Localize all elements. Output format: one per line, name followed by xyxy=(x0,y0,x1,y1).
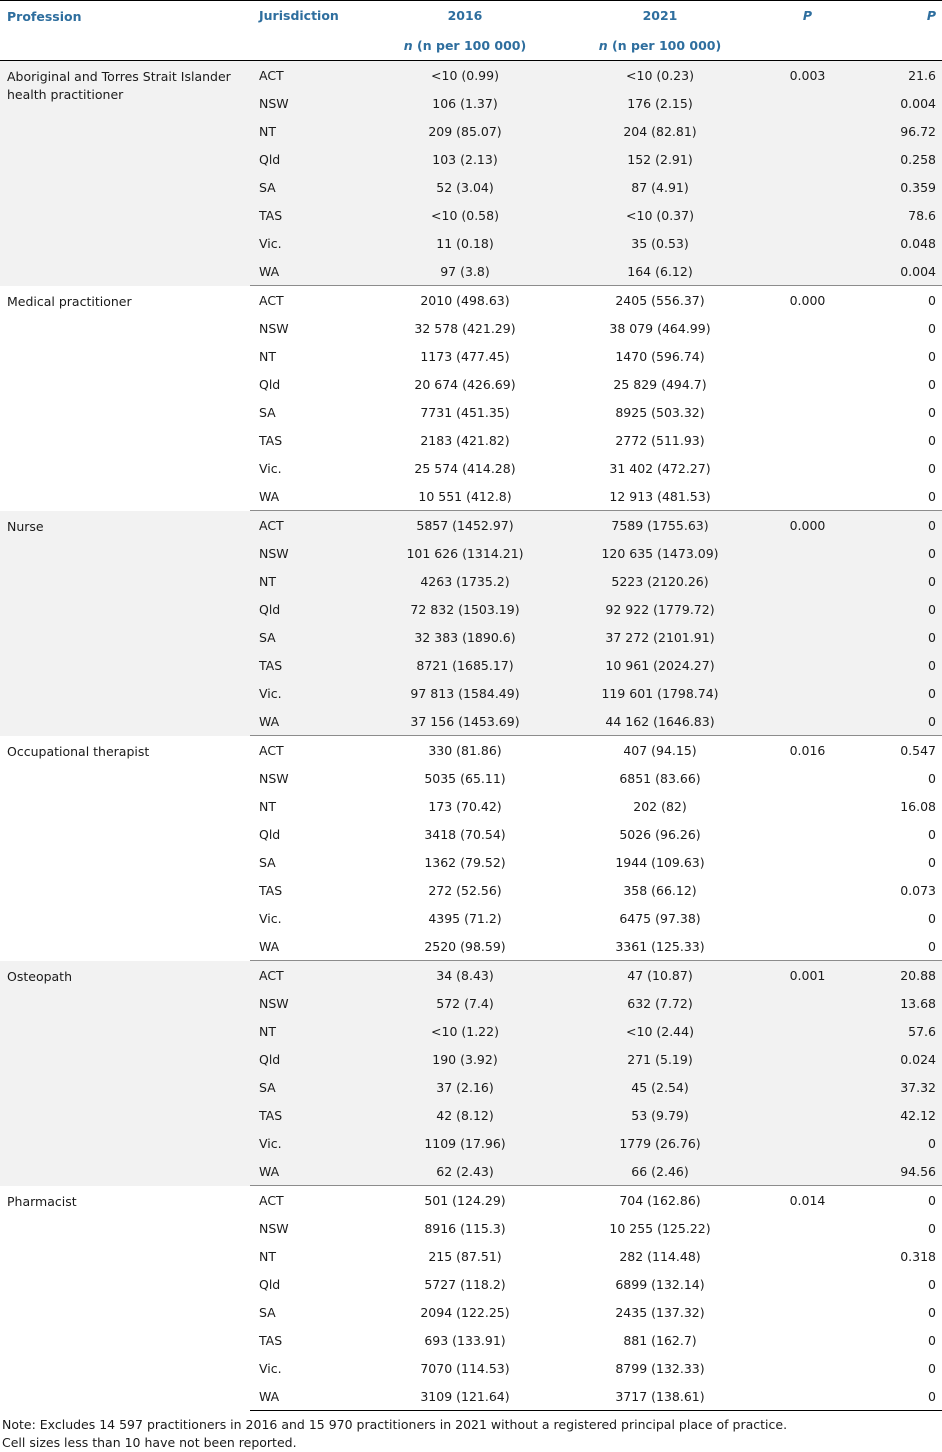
p-jurisdiction-cell: 0 xyxy=(855,539,942,567)
count-2021-cell: 35 (0.53) xyxy=(560,229,760,257)
p-jurisdiction-cell: 96.72 xyxy=(855,117,942,145)
p-jurisdiction-cell: 0 xyxy=(855,482,942,511)
p-overall-cell xyxy=(760,1045,855,1073)
header-2021: 2021 xyxy=(560,1,760,37)
jurisdiction-cell: WA xyxy=(250,932,370,961)
jurisdiction-cell: SA xyxy=(250,173,370,201)
p-overall-cell xyxy=(760,257,855,286)
p-overall-cell xyxy=(760,904,855,932)
count-2021-cell: 25 829 (494.7) xyxy=(613,376,707,392)
jurisdiction-cell: TAS xyxy=(250,651,370,679)
count-2021-cell: 632 (7.72) xyxy=(560,989,760,1017)
p-overall-cell xyxy=(760,932,855,961)
table-row xyxy=(0,736,942,765)
count-2016-cell: 103 (2.13) xyxy=(370,145,560,173)
p-overall-cell xyxy=(760,89,855,117)
profession-group xyxy=(0,1186,942,1411)
p-jurisdiction-cell: 0 xyxy=(855,1129,942,1157)
count-2016-cell: 8721 (1685.17) xyxy=(370,651,560,679)
profession-group xyxy=(0,961,942,1186)
jurisdiction-cell: Vic. xyxy=(250,229,370,257)
note-exclusions: Note: Excludes 14 597 practitioners in 2016 and 15 970 practitioners in 2021 without a registered principal place of practice. xyxy=(2,1417,788,1432)
count-2016-cell: 97 813 (1584.49) xyxy=(370,679,560,707)
p-jurisdiction-cell: 0 xyxy=(928,432,936,448)
p-jurisdiction-cell: 0 xyxy=(928,770,936,786)
count-2021-cell: 164 (6.12) xyxy=(560,257,760,286)
jurisdiction-cell: ACT xyxy=(259,742,284,758)
p-overall-cell: 0.016 xyxy=(789,742,826,758)
count-2021-cell: 44 162 (1646.83) xyxy=(560,707,760,736)
count-2021-cell: 92 922 (1779.72) xyxy=(560,595,760,623)
table-header xyxy=(0,1,942,61)
p-jurisdiction-cell: 0 xyxy=(928,460,936,476)
p-jurisdiction-cell: 0 xyxy=(928,1332,936,1348)
count-2021-cell: 704 (162.86) xyxy=(619,1192,701,1208)
p-overall-cell: 0.003 xyxy=(760,61,855,90)
p-jurisdiction-cell: 21.6 xyxy=(855,61,942,90)
subheader-2016: n (n per 100 000) xyxy=(370,36,560,61)
p-jurisdiction-cell: 0.004 xyxy=(855,257,942,286)
count-2016-cell: 34 (8.43) xyxy=(370,961,560,990)
jurisdiction-cell: SA xyxy=(250,623,370,651)
count-2021-cell: 3717 (138.61) xyxy=(560,1382,760,1411)
count-2021-cell: <10 (0.37) xyxy=(560,201,760,229)
p-jurisdiction-cell: 0.048 xyxy=(855,229,942,257)
count-2021-cell: 87 (4.91) xyxy=(560,173,760,201)
p-overall-cell xyxy=(760,145,855,173)
jurisdiction-cell: Vic. xyxy=(259,1360,282,1376)
p-overall-cell xyxy=(760,1270,855,1298)
count-2021-cell: 12 913 (481.53) xyxy=(560,482,760,511)
count-2021-cell: 45 (2.54) xyxy=(560,1073,760,1101)
count-2021-cell: 8799 (132.33) xyxy=(615,1360,705,1376)
p-overall-cell xyxy=(760,342,855,370)
count-2016-cell: 272 (52.56) xyxy=(428,882,502,898)
p-jurisdiction-cell: 0 xyxy=(855,651,942,679)
count-2016-cell: <10 (1.22) xyxy=(370,1017,560,1045)
profession-cell: Occupational therapist xyxy=(7,743,150,759)
count-2021-cell: 202 (82) xyxy=(633,798,687,814)
count-2016-cell: <10 (0.58) xyxy=(370,201,560,229)
p-jurisdiction-cell: 94.56 xyxy=(855,1157,942,1186)
jurisdiction-cell: NT xyxy=(250,117,370,145)
count-2016-cell: 52 (3.04) xyxy=(370,173,560,201)
count-2016-cell: 20 674 (426.69) xyxy=(414,376,516,392)
count-2016-cell: 37 156 (1453.69) xyxy=(370,707,560,736)
table-row xyxy=(0,511,942,540)
p-overall-cell xyxy=(760,229,855,257)
p-overall-cell xyxy=(760,1326,855,1354)
jurisdiction-cell: NSW xyxy=(259,320,289,336)
jurisdiction-cell: TAS xyxy=(259,1332,283,1348)
jurisdiction-cell: ACT xyxy=(259,292,284,308)
count-2016-cell: 693 (133.91) xyxy=(424,1332,506,1348)
count-2021-cell: 38 079 (464.99) xyxy=(609,320,711,336)
count-2016-cell: 4395 (71.2) xyxy=(428,910,502,926)
p-jurisdiction-cell: 0 xyxy=(928,292,936,308)
subheader-2021: n (n per 100 000) xyxy=(560,36,760,61)
jurisdiction-cell: Qld xyxy=(250,595,370,623)
profession-group xyxy=(0,736,942,961)
count-2016-cell: 572 (7.4) xyxy=(370,989,560,1017)
p-overall-cell xyxy=(760,398,855,426)
p-jurisdiction-cell: 0.359 xyxy=(855,173,942,201)
count-2021-cell: 2405 (556.37) xyxy=(615,292,705,308)
p-overall-cell xyxy=(760,1298,855,1326)
count-2016-cell: 106 (1.37) xyxy=(370,89,560,117)
jurisdiction-cell: NSW xyxy=(259,1220,289,1236)
p-jurisdiction-cell: 13.68 xyxy=(855,989,942,1017)
count-2021-cell: 271 (5.19) xyxy=(560,1045,760,1073)
count-2016-cell: 5857 (1452.97) xyxy=(370,511,560,540)
jurisdiction-cell: NT xyxy=(259,1248,276,1264)
count-2021-cell: 204 (82.81) xyxy=(560,117,760,145)
jurisdiction-cell: Vic. xyxy=(259,910,282,926)
p-jurisdiction-cell: 0 xyxy=(855,595,942,623)
count-2016-cell: 3418 (70.54) xyxy=(424,826,506,842)
p-overall-cell xyxy=(760,314,855,342)
p-jurisdiction-cell: 0 xyxy=(928,1276,936,1292)
count-2021-cell: 37 272 (2101.91) xyxy=(560,623,760,651)
count-2021-cell: 10 961 (2024.27) xyxy=(560,651,760,679)
jurisdiction-cell: TAS xyxy=(259,882,283,898)
p-jurisdiction-cell: 57.6 xyxy=(855,1017,942,1045)
count-2016-cell: 42 (8.12) xyxy=(370,1101,560,1129)
p-jurisdiction-cell: 0 xyxy=(855,679,942,707)
p-overall-cell xyxy=(760,173,855,201)
table-row xyxy=(0,286,942,315)
jurisdiction-cell: WA xyxy=(250,482,370,511)
p-overall-cell xyxy=(760,707,855,736)
p-jurisdiction-cell: 0.547 xyxy=(900,742,936,758)
p-overall-cell xyxy=(760,117,855,145)
jurisdiction-cell: Qld xyxy=(250,145,370,173)
p-jurisdiction-cell: 0.024 xyxy=(855,1045,942,1073)
count-2021-cell: 7589 (1755.63) xyxy=(560,511,760,540)
count-2016-cell: 5727 (118.2) xyxy=(424,1276,506,1292)
p-jurisdiction-cell: 0 xyxy=(855,1382,942,1411)
p-jurisdiction-cell: 0.004 xyxy=(855,89,942,117)
profession-group xyxy=(0,286,942,511)
p-jurisdiction-cell: 0 xyxy=(855,511,942,540)
p-overall-cell xyxy=(760,1214,855,1242)
count-2021-cell: <10 (2.44) xyxy=(560,1017,760,1045)
jurisdiction-cell: Qld xyxy=(259,376,281,392)
count-2016-cell: 215 (87.51) xyxy=(428,1248,502,1264)
count-2016-cell: 7070 (114.53) xyxy=(420,1360,510,1376)
p-overall-cell xyxy=(760,792,855,820)
header-2016: 2016 xyxy=(370,1,560,37)
p-jurisdiction-cell: 37.32 xyxy=(855,1073,942,1101)
count-2016-cell: 72 832 (1503.19) xyxy=(370,595,560,623)
profession-group xyxy=(0,61,942,286)
p-overall-cell xyxy=(760,1157,855,1186)
jurisdiction-cell: SA xyxy=(259,404,276,420)
count-2016-cell: 2010 (498.63) xyxy=(420,292,510,308)
count-2021-cell: 5026 (96.26) xyxy=(619,826,701,842)
jurisdiction-cell: Vic. xyxy=(259,460,282,476)
p-overall-cell: 0.000 xyxy=(789,292,826,308)
count-2016-cell: 1109 (17.96) xyxy=(370,1129,560,1157)
count-2021-cell: 881 (162.7) xyxy=(623,1332,697,1348)
p-jurisdiction-cell: 0 xyxy=(855,623,942,651)
count-2016-cell: 1173 (477.45) xyxy=(420,348,510,364)
count-2016-cell: 37 (2.16) xyxy=(370,1073,560,1101)
note-cell-sizes: Cell sizes less than 10 have not been reported. xyxy=(2,1435,297,1450)
p-jurisdiction-cell: 0 xyxy=(855,932,942,961)
p-jurisdiction-cell: 0 xyxy=(928,320,936,336)
count-2021-cell: 2435 (137.32) xyxy=(615,1304,705,1320)
count-2021-cell: 6475 (97.38) xyxy=(619,910,701,926)
count-2016-cell: 32 383 (1890.6) xyxy=(370,623,560,651)
count-2021-cell: 66 (2.46) xyxy=(560,1157,760,1186)
p-jurisdiction-cell: 0 xyxy=(928,404,936,420)
count-2016-cell: 2520 (98.59) xyxy=(370,932,560,961)
jurisdiction-cell: ACT xyxy=(259,1192,284,1208)
p-jurisdiction-cell: 0 xyxy=(928,1220,936,1236)
jurisdiction-cell: Qld xyxy=(250,1045,370,1073)
count-2021-cell: 1944 (109.63) xyxy=(615,854,705,870)
jurisdiction-cell: TAS xyxy=(250,1101,370,1129)
jurisdiction-cell: WA xyxy=(250,1382,370,1411)
count-2021-cell: 10 255 (125.22) xyxy=(609,1220,711,1236)
p-overall-cell xyxy=(760,482,855,511)
count-2016-cell: 25 574 (414.28) xyxy=(414,460,516,476)
count-2016-cell: 2094 (122.25) xyxy=(420,1304,510,1320)
count-2021-cell: 6899 (132.14) xyxy=(615,1276,705,1292)
jurisdiction-cell: Qld xyxy=(259,826,281,842)
header-p-overall: P xyxy=(760,1,855,37)
header-p-jurisdiction: P xyxy=(855,1,942,37)
count-2016-cell: 62 (2.43) xyxy=(370,1157,560,1186)
count-2021-cell: <10 (0.23) xyxy=(560,61,760,90)
header-jurisdiction: Jurisdiction xyxy=(250,1,370,37)
p-overall-cell xyxy=(760,989,855,1017)
count-2016-cell: 5035 (65.11) xyxy=(424,770,506,786)
count-2021-cell: 152 (2.91) xyxy=(560,145,760,173)
count-2016-cell: 101 626 (1314.21) xyxy=(370,539,560,567)
count-2021-cell: 8925 (503.32) xyxy=(615,404,705,420)
count-2016-cell: 330 (81.86) xyxy=(428,742,502,758)
jurisdiction-cell: NSW xyxy=(259,770,289,786)
profession-cell: Aboriginal and Torres Strait Islander health practitioner xyxy=(0,61,250,286)
p-jurisdiction-cell: 0 xyxy=(855,567,942,595)
p-overall-cell xyxy=(760,848,855,876)
p-overall-cell: 0.000 xyxy=(760,511,855,540)
p-overall-cell xyxy=(760,567,855,595)
profession-cell: Nurse xyxy=(0,511,250,736)
count-2021-cell: 407 (94.15) xyxy=(623,742,697,758)
p-overall-cell xyxy=(760,595,855,623)
jurisdiction-cell: NSW xyxy=(250,989,370,1017)
profession-group xyxy=(0,511,942,736)
header-profession: Profession xyxy=(0,1,250,37)
p-overall-cell xyxy=(760,370,855,398)
p-jurisdiction-cell: 0.073 xyxy=(900,882,936,898)
p-overall-cell xyxy=(760,1382,855,1411)
count-2016-cell: 173 (70.42) xyxy=(428,798,502,814)
table-row xyxy=(0,1186,942,1215)
p-overall-cell xyxy=(760,1354,855,1382)
p-overall-cell xyxy=(760,1017,855,1045)
p-overall-cell: 0.001 xyxy=(760,961,855,990)
profession-cell: Pharmacist xyxy=(7,1193,77,1209)
p-jurisdiction-cell: 16.08 xyxy=(900,798,936,814)
p-overall-cell xyxy=(760,623,855,651)
jurisdiction-cell: NSW xyxy=(250,89,370,117)
jurisdiction-cell: SA xyxy=(259,1304,276,1320)
jurisdiction-cell: Qld xyxy=(259,1276,281,1292)
count-2016-cell: 209 (85.07) xyxy=(370,117,560,145)
p-jurisdiction-cell: 0 xyxy=(928,348,936,364)
p-jurisdiction-cell: 0.258 xyxy=(855,145,942,173)
profession-cell: Osteopath xyxy=(0,961,250,1186)
jurisdiction-cell: Vic. xyxy=(250,679,370,707)
table-row xyxy=(0,961,942,990)
profession-cell: Medical practitioner xyxy=(7,293,132,309)
p-jurisdiction-cell: 0.318 xyxy=(900,1248,936,1264)
count-2016-cell: 1362 (79.52) xyxy=(424,854,506,870)
p-jurisdiction-cell: 0 xyxy=(928,854,936,870)
jurisdiction-cell: NT xyxy=(250,1017,370,1045)
count-2021-cell: 1470 (596.74) xyxy=(615,348,705,364)
count-2021-cell: 3361 (125.33) xyxy=(560,932,760,961)
jurisdiction-cell: NT xyxy=(259,798,276,814)
count-2021-cell: 282 (114.48) xyxy=(619,1248,701,1264)
count-2016-cell: 501 (124.29) xyxy=(424,1192,506,1208)
count-2021-cell: 5223 (2120.26) xyxy=(560,567,760,595)
p-jurisdiction-cell: 42.12 xyxy=(855,1101,942,1129)
p-overall-cell xyxy=(760,651,855,679)
count-2021-cell: 2772 (511.93) xyxy=(615,432,705,448)
p-jurisdiction-cell: 0 xyxy=(855,707,942,736)
count-2016-cell: 97 (3.8) xyxy=(370,257,560,286)
p-overall-cell xyxy=(760,876,855,904)
count-2016-cell: 4263 (1735.2) xyxy=(370,567,560,595)
count-2016-cell: 11 (0.18) xyxy=(370,229,560,257)
p-overall-cell xyxy=(760,820,855,848)
jurisdiction-cell: ACT xyxy=(250,511,370,540)
jurisdiction-cell: ACT xyxy=(250,961,370,990)
count-2016-cell: 32 578 (421.29) xyxy=(414,320,516,336)
jurisdiction-cell: TAS xyxy=(250,201,370,229)
p-jurisdiction-cell: 0 xyxy=(928,1192,936,1208)
table-notes xyxy=(0,1411,942,1452)
p-jurisdiction-cell: 20.88 xyxy=(855,961,942,990)
jurisdiction-cell: TAS xyxy=(259,432,283,448)
jurisdiction-cell: NSW xyxy=(250,539,370,567)
p-overall-cell xyxy=(760,426,855,454)
p-overall-cell xyxy=(760,1101,855,1129)
jurisdiction-cell: WA xyxy=(250,257,370,286)
p-jurisdiction-cell: 0 xyxy=(928,910,936,926)
p-jurisdiction-cell: 78.6 xyxy=(855,201,942,229)
p-overall-cell xyxy=(760,764,855,792)
p-jurisdiction-cell: 0 xyxy=(928,1304,936,1320)
count-2016-cell: 2183 (421.82) xyxy=(420,432,510,448)
count-2021-cell: 358 (66.12) xyxy=(623,882,697,898)
count-2016-cell: <10 (0.99) xyxy=(370,61,560,90)
jurisdiction-cell: ACT xyxy=(250,61,370,90)
count-2016-cell: 3109 (121.64) xyxy=(370,1382,560,1411)
table-row xyxy=(0,61,942,90)
p-jurisdiction-cell: 0 xyxy=(928,826,936,842)
count-2021-cell: 47 (10.87) xyxy=(560,961,760,990)
p-jurisdiction-cell: 0 xyxy=(928,376,936,392)
p-overall-cell xyxy=(760,679,855,707)
jurisdiction-cell: NT xyxy=(259,348,276,364)
jurisdiction-cell: SA xyxy=(250,1073,370,1101)
count-2021-cell: 120 635 (1473.09) xyxy=(560,539,760,567)
jurisdiction-cell: WA xyxy=(250,1157,370,1186)
count-2021-cell: 31 402 (472.27) xyxy=(609,460,711,476)
count-2016-cell: 8916 (115.3) xyxy=(424,1220,506,1236)
p-overall-cell xyxy=(760,1242,855,1270)
count-2021-cell: 1779 (26.76) xyxy=(560,1129,760,1157)
count-2021-cell: 119 601 (1798.74) xyxy=(560,679,760,707)
jurisdiction-cell: WA xyxy=(250,707,370,736)
p-overall-cell xyxy=(760,454,855,482)
p-jurisdiction-cell: 0 xyxy=(928,1360,936,1376)
p-overall-cell xyxy=(760,201,855,229)
count-2016-cell: 7731 (451.35) xyxy=(420,404,510,420)
count-2016-cell: 10 551 (412.8) xyxy=(370,482,560,511)
count-2021-cell: 176 (2.15) xyxy=(560,89,760,117)
count-2021-cell: 53 (9.79) xyxy=(560,1101,760,1129)
count-2016-cell: 190 (3.92) xyxy=(370,1045,560,1073)
p-overall-cell xyxy=(760,1073,855,1101)
count-2021-cell: 6851 (83.66) xyxy=(619,770,701,786)
jurisdiction-cell: SA xyxy=(259,854,276,870)
p-overall-cell xyxy=(760,539,855,567)
p-overall-cell: 0.014 xyxy=(789,1192,826,1208)
p-overall-cell xyxy=(760,1129,855,1157)
jurisdiction-cell: NT xyxy=(250,567,370,595)
jurisdiction-cell: Vic. xyxy=(250,1129,370,1157)
